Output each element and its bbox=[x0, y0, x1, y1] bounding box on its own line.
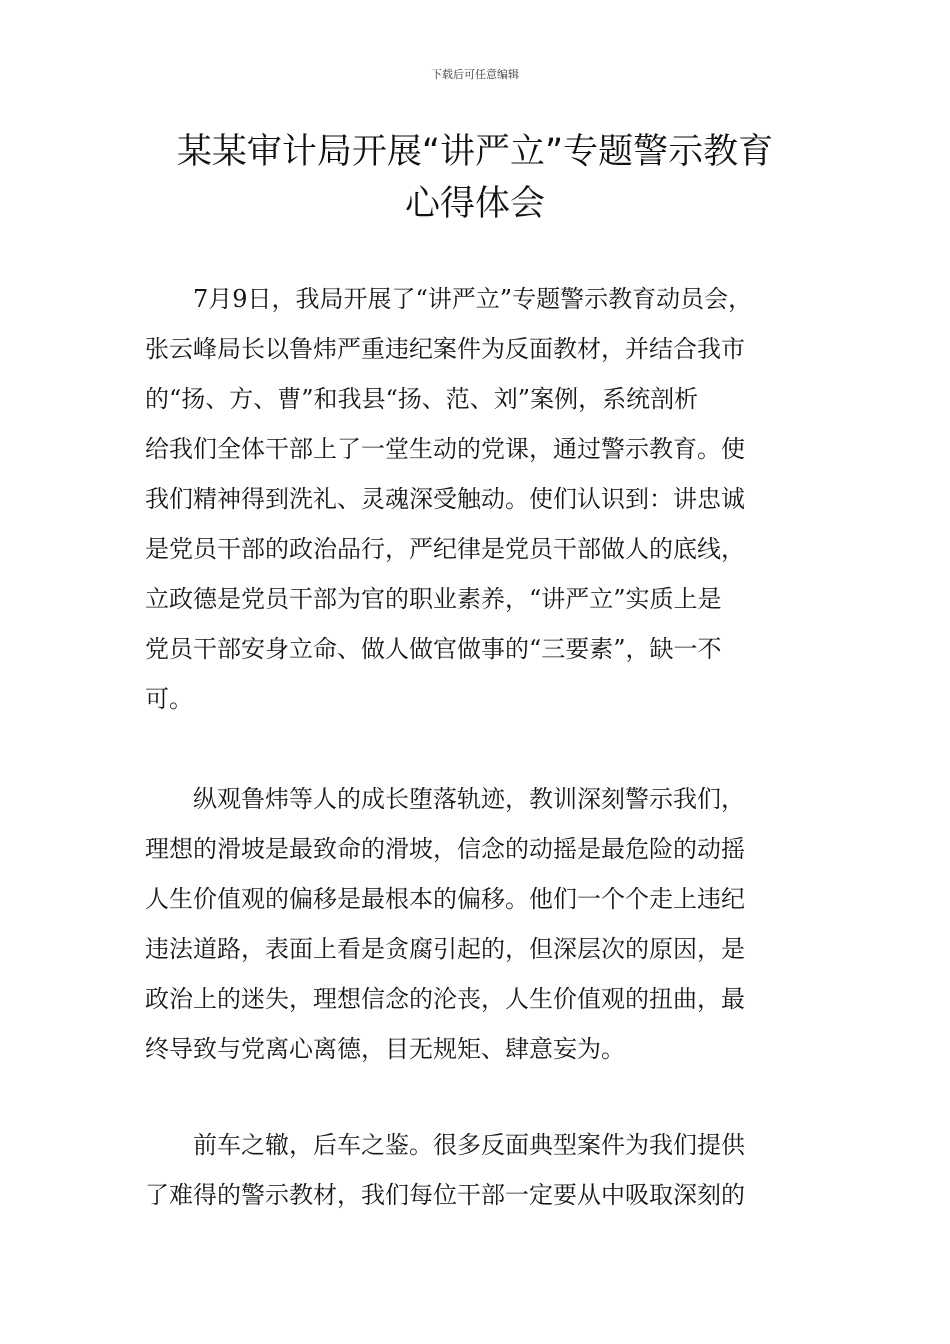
paragraph-2 bbox=[145, 774, 815, 1074]
paragraph-line: 政治上的迷失，理想信念的沦丧，人生价值观的扭曲，最 bbox=[145, 985, 745, 1013]
paragraph-1 bbox=[145, 274, 815, 724]
paragraph-3 bbox=[145, 1120, 815, 1220]
paragraph-line: 党员干部安身立命、做人做官做事的“三要素”，缺一不 bbox=[145, 635, 722, 663]
header-note: 下载后可任意编辑 bbox=[431, 68, 519, 81]
paragraph-line: 终导致与党离心离德，目无规矩、肆意妄为。 bbox=[145, 1035, 625, 1063]
title-line-1: 某某审计局开展“讲严立”专题警示教育 bbox=[176, 132, 774, 172]
document-title bbox=[60, 126, 890, 230]
paragraph-line: 人生价值观的偏移是最根本的偏移。他们一个个走上违纪 bbox=[145, 885, 745, 913]
paragraph-line: 7月9日，我局开展了“讲严立”专题警示教育动员会， bbox=[193, 285, 753, 313]
paragraph-line: 给我们全体干部上了一堂生动的党课，通过警示教育。使 bbox=[145, 435, 745, 463]
paragraph-line: 的“扬、方、曹”和我县“扬、范、刘”案例，系统剖析 bbox=[145, 385, 699, 413]
paragraph-line: 张云峰局长以鲁炜严重违纪案件为反面教材，并结合我市 bbox=[145, 335, 745, 363]
paragraph-line: 可。 bbox=[145, 685, 193, 713]
paragraph-line: 我们精神得到洗礼、灵魂深受触动。使们认识到：讲忠诚 bbox=[145, 485, 745, 513]
paragraph-line: 纵观鲁炜等人的成长堕落轨迹，教训深刻警示我们， bbox=[193, 785, 745, 813]
paragraph-line: 立政德是党员干部为官的职业素养，“讲严立”实质上是 bbox=[145, 585, 722, 613]
paragraph-line: 前车之辙，后车之鉴。很多反面典型案件为我们提供 bbox=[193, 1131, 745, 1159]
paragraph-line: 是党员干部的政治品行，严纪律是党员干部做人的底线， bbox=[145, 535, 745, 563]
title-line-2: 心得体会 bbox=[404, 184, 545, 224]
paragraph-line: 违法道路，表面上看是贪腐引起的，但深层次的原因，是 bbox=[145, 935, 745, 963]
paragraph-line: 理想的滑坡是最致命的滑坡，信念的动摇是最危险的动摇 bbox=[145, 835, 745, 863]
paragraph-line: 了难得的警示教材，我们每位干部一定要从中吸取深刻的 bbox=[145, 1181, 745, 1209]
